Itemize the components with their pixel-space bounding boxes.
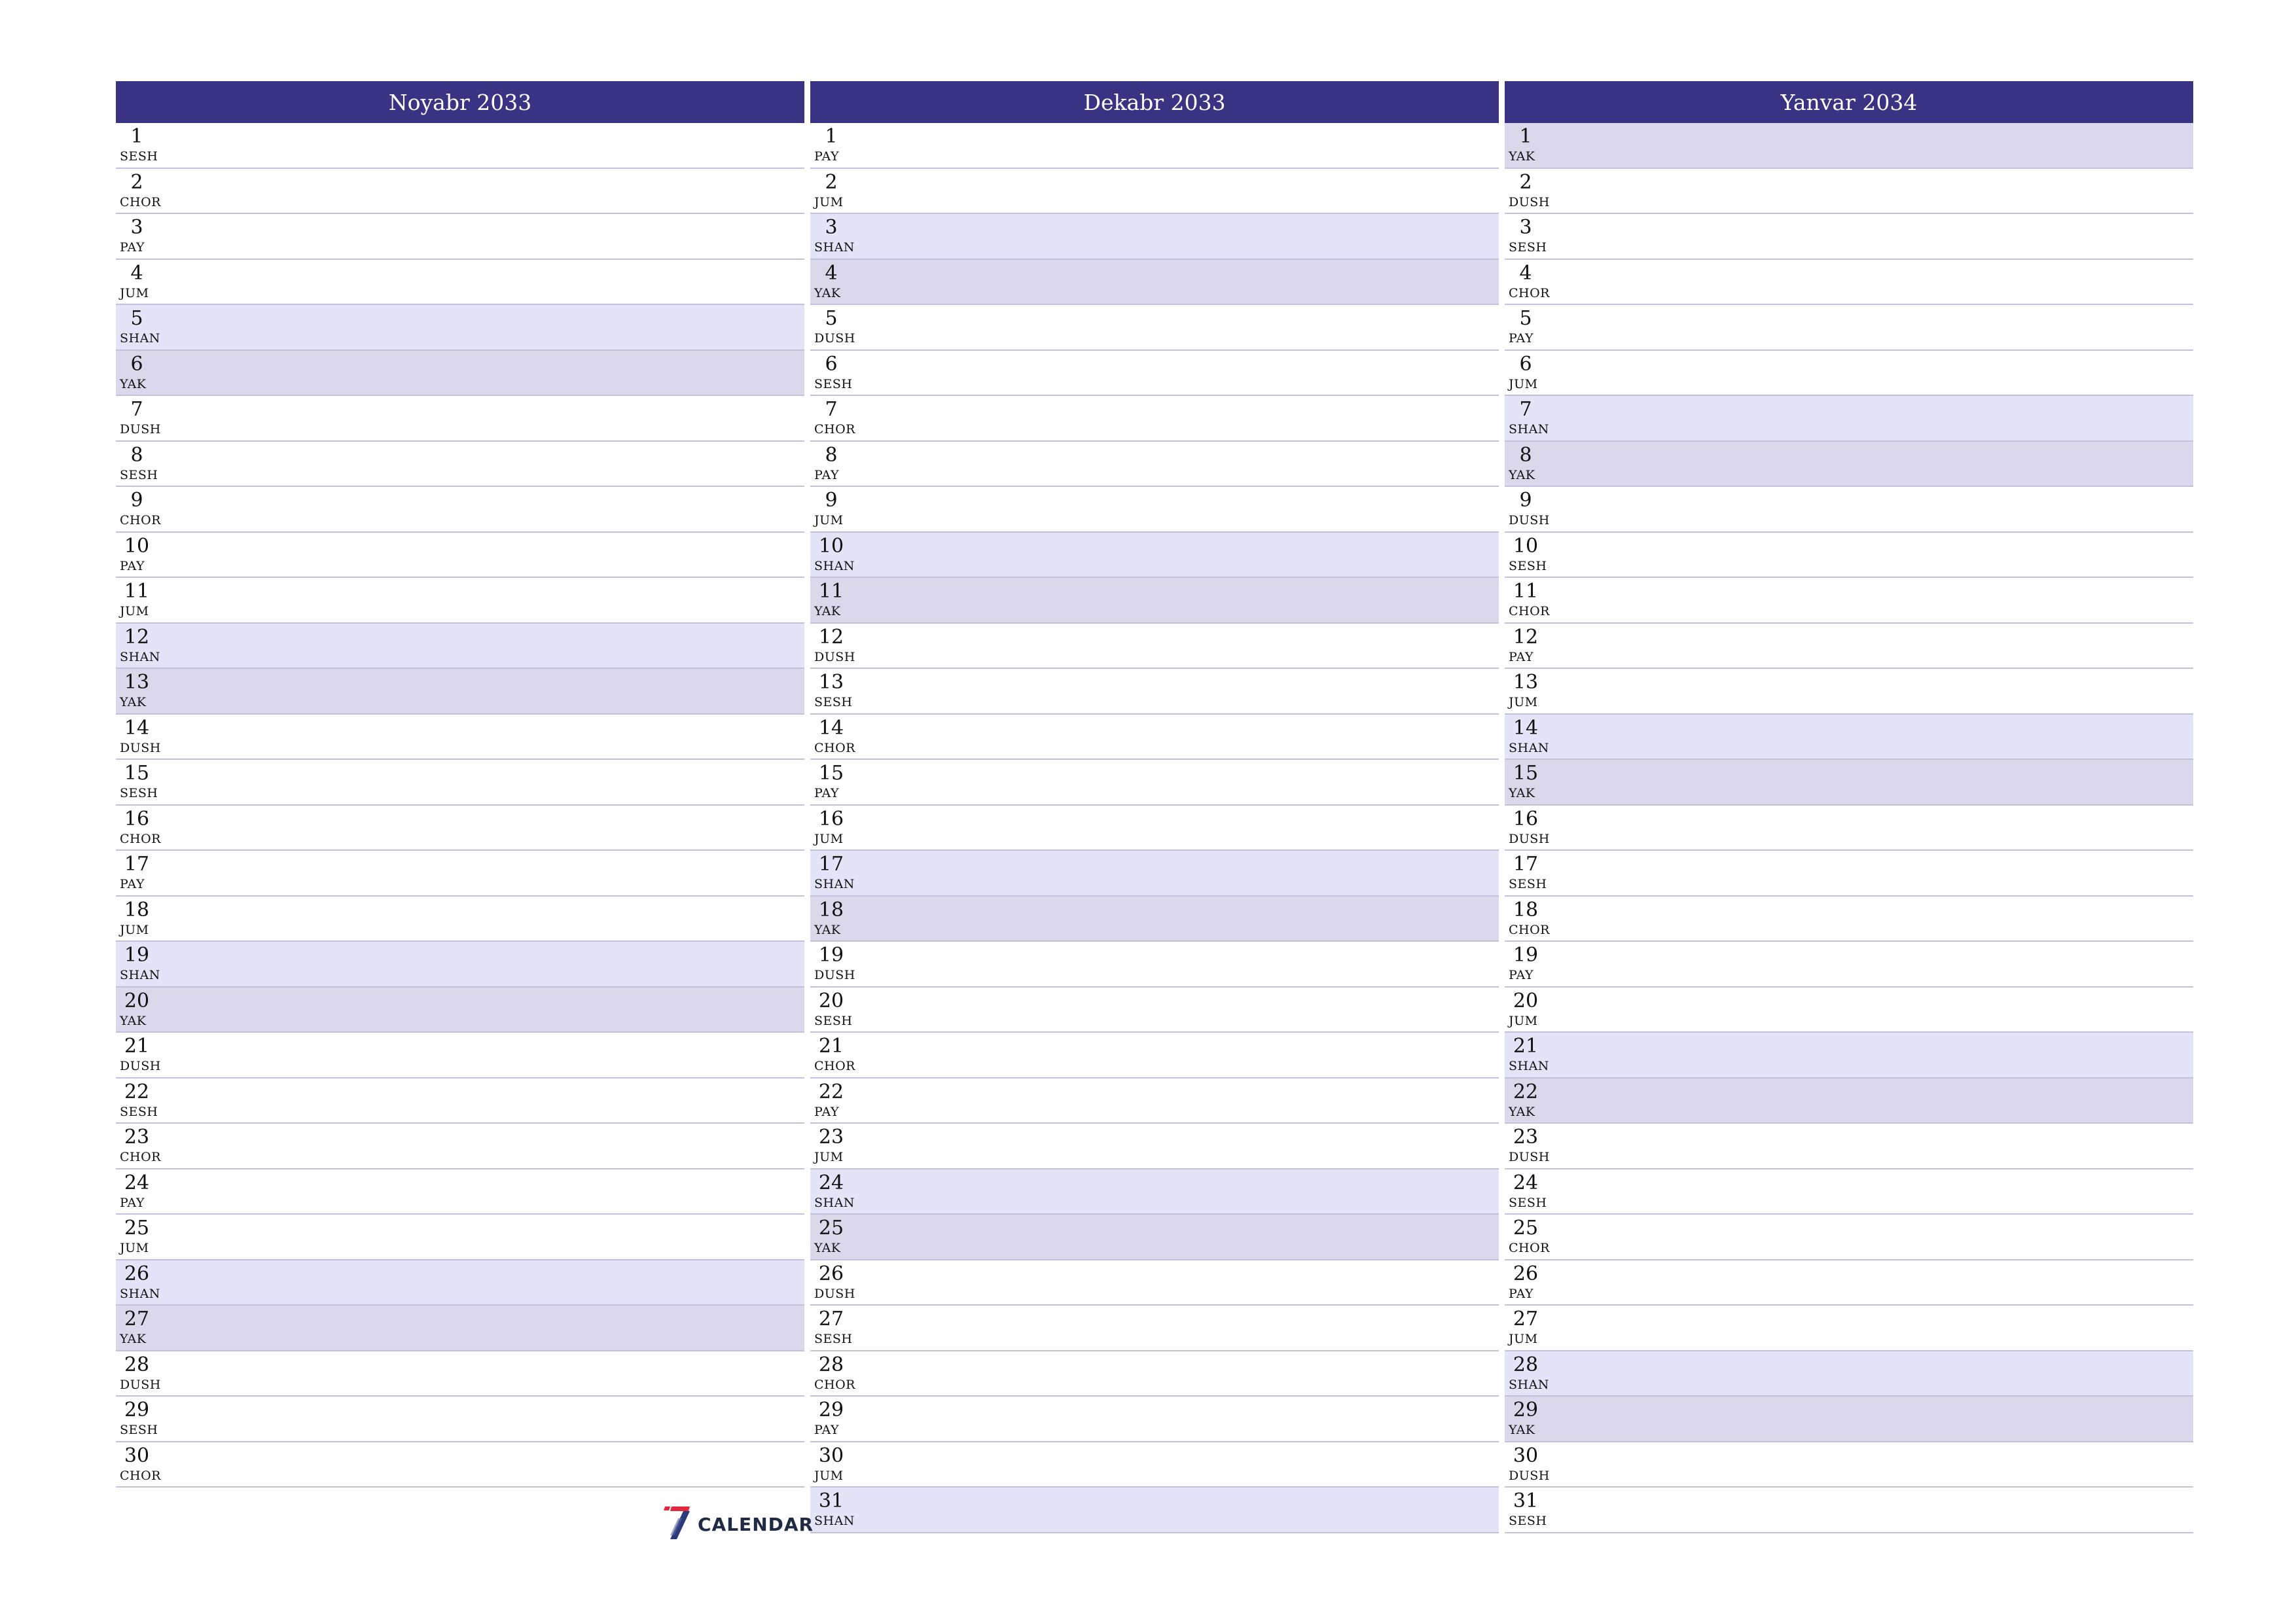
day-row: [116, 396, 804, 442]
day-number: 31: [818, 1489, 844, 1512]
day-row: [1505, 1351, 2193, 1397]
weekday-label: SHAN: [1509, 740, 1549, 755]
day-row: [1505, 123, 2193, 169]
day-row: [116, 988, 804, 1033]
day-number: 1: [1519, 125, 1532, 148]
weekday-label: YAK: [120, 1332, 147, 1346]
weekday-label: YAK: [1509, 467, 1535, 482]
day-row: [810, 760, 1499, 806]
day-row: [116, 1260, 804, 1306]
day-row: [1505, 1260, 2193, 1306]
day-list: [810, 123, 1499, 1533]
weekday-label: SESH: [1509, 1514, 1547, 1528]
day-number: 14: [124, 716, 150, 740]
day-number: 26: [1513, 1262, 1539, 1285]
day-row: [810, 1442, 1499, 1488]
weekday-label: DUSH: [120, 1377, 161, 1392]
day-number: 26: [124, 1262, 150, 1285]
day-row: [1505, 396, 2193, 442]
month-header: Yanvar 2034: [1505, 81, 2193, 123]
day-row: [810, 305, 1499, 351]
day-number: 23: [818, 1126, 844, 1149]
day-number: 8: [130, 443, 143, 467]
day-number: 18: [124, 898, 150, 921]
weekday-label: CHOR: [120, 513, 161, 527]
day-row: [1505, 305, 2193, 351]
day-row: [810, 1351, 1499, 1397]
month-column-january: [1505, 81, 2193, 1533]
weekday-label: SESH: [120, 149, 158, 164]
day-row: [116, 214, 804, 260]
day-row: [116, 1169, 804, 1215]
day-number: 21: [1513, 1035, 1539, 1058]
weekday-label: SHAN: [814, 877, 855, 891]
day-number: 16: [124, 807, 150, 830]
weekday-label: PAY: [120, 240, 145, 255]
day-row: [116, 578, 804, 624]
weekday-label: JUM: [814, 513, 844, 527]
day-row: [810, 1215, 1499, 1260]
weekday-label: SESH: [1509, 1195, 1547, 1210]
month-column-november: [116, 81, 804, 1488]
day-row: [810, 396, 1499, 442]
day-row: [116, 760, 804, 806]
day-number: 24: [1513, 1171, 1539, 1194]
day-number: 31: [1513, 1489, 1539, 1512]
day-row: [1505, 760, 2193, 806]
day-number: 10: [124, 534, 150, 558]
weekday-label: JUM: [120, 604, 149, 618]
day-number: 5: [130, 307, 143, 330]
day-row: [810, 214, 1499, 260]
weekday-label: DUSH: [814, 649, 855, 664]
weekday-label: DUSH: [1509, 1150, 1550, 1164]
day-number: 11: [1513, 580, 1539, 603]
day-number: 22: [124, 1080, 150, 1103]
weekday-label: PAY: [1509, 968, 1534, 982]
weekday-label: YAK: [120, 695, 147, 709]
weekday-label: SHAN: [1509, 422, 1549, 437]
day-number: 30: [124, 1444, 150, 1467]
day-number: 8: [825, 443, 838, 467]
weekday-label: DUSH: [814, 1286, 855, 1301]
weekday-label: CHOR: [1509, 922, 1550, 937]
day-row: [810, 1260, 1499, 1306]
day-row: [810, 851, 1499, 897]
weekday-label: JUM: [814, 194, 844, 209]
weekday-label: JUM: [120, 922, 149, 937]
day-number: 27: [818, 1308, 844, 1330]
weekday-label: SHAN: [814, 1514, 855, 1528]
weekday-label: CHOR: [120, 194, 161, 209]
weekday-label: SHAN: [1509, 1059, 1549, 1073]
day-row: [116, 1033, 804, 1079]
day-number: 16: [1513, 807, 1539, 830]
day-row: [810, 806, 1499, 851]
day-number: 17: [124, 853, 150, 876]
weekday-label: JUM: [120, 1241, 149, 1255]
day-row: [1505, 1488, 2193, 1533]
day-row: [116, 1397, 804, 1442]
day-row: [1505, 851, 2193, 897]
day-row: [116, 1215, 804, 1260]
weekday-label: YAK: [120, 376, 147, 391]
day-number: 19: [124, 944, 150, 967]
day-row: [116, 169, 804, 215]
day-row: [116, 851, 804, 897]
day-number: 19: [1513, 944, 1539, 967]
day-row: [1505, 1079, 2193, 1124]
day-row: [116, 624, 804, 669]
day-number: 13: [124, 671, 150, 694]
day-number: 17: [818, 853, 844, 876]
day-number: 28: [1513, 1353, 1539, 1376]
day-row: [1505, 806, 2193, 851]
day-row: [810, 533, 1499, 579]
day-row: [1505, 533, 2193, 579]
day-number: 10: [1513, 534, 1539, 558]
day-number: 12: [124, 625, 150, 649]
day-row: [810, 942, 1499, 988]
day-row: [810, 897, 1499, 942]
weekday-label: PAY: [1509, 1286, 1534, 1301]
day-number: 1: [825, 125, 838, 148]
month-header: Noyabr 2033: [116, 81, 804, 123]
day-row: [116, 715, 804, 760]
logo-text: CALENDAR: [698, 1513, 814, 1535]
day-number: 24: [818, 1171, 844, 1194]
month-column-december: [810, 81, 1499, 1533]
brand-logo: [662, 1505, 814, 1543]
day-number: 3: [130, 216, 143, 239]
day-row: [1505, 487, 2193, 533]
day-row: [1505, 1397, 2193, 1442]
weekday-label: CHOR: [1509, 1241, 1550, 1255]
weekday-label: CHOR: [120, 831, 161, 846]
day-number: 22: [818, 1080, 844, 1103]
weekday-label: PAY: [814, 1423, 840, 1437]
day-row: [810, 1124, 1499, 1169]
weekday-label: DUSH: [1509, 831, 1550, 846]
day-number: 23: [1513, 1126, 1539, 1149]
day-number: 25: [818, 1217, 844, 1240]
day-number: 20: [818, 989, 844, 1012]
weekday-label: DUSH: [1509, 194, 1550, 209]
day-number: 28: [818, 1353, 844, 1376]
day-number: 6: [130, 352, 143, 376]
day-number: 2: [1519, 170, 1532, 194]
weekday-label: SESH: [1509, 240, 1547, 255]
weekday-label: CHOR: [120, 1468, 161, 1483]
day-row: [116, 1124, 804, 1169]
weekday-label: JUM: [1509, 376, 1538, 391]
day-number: 13: [818, 671, 844, 694]
weekday-label: PAY: [814, 1104, 840, 1119]
weekday-label: SESH: [814, 376, 853, 391]
weekday-label: DUSH: [120, 1059, 161, 1073]
day-number: 29: [818, 1399, 844, 1421]
day-row: [810, 1397, 1499, 1442]
weekday-label: PAY: [814, 467, 840, 482]
weekday-label: PAY: [120, 558, 145, 573]
day-number: 2: [130, 170, 143, 194]
day-row: [810, 1033, 1499, 1079]
day-row: [810, 260, 1499, 306]
day-row: [1505, 442, 2193, 488]
month-header: Dekabr 2033: [810, 81, 1499, 123]
day-number: 11: [818, 580, 844, 603]
day-number: 21: [124, 1035, 150, 1058]
day-row: [116, 942, 804, 988]
day-number: 12: [818, 625, 844, 649]
weekday-label: PAY: [120, 1195, 145, 1210]
day-number: 7: [130, 398, 143, 421]
day-row: [1505, 1169, 2193, 1215]
day-row: [810, 487, 1499, 533]
day-row: [810, 715, 1499, 760]
day-number: 13: [1513, 671, 1539, 694]
day-row: [1505, 1124, 2193, 1169]
day-number: 12: [1513, 625, 1539, 649]
day-row: [810, 1488, 1499, 1533]
day-number: 26: [818, 1262, 844, 1285]
weekday-label: CHOR: [1509, 285, 1550, 300]
weekday-label: DUSH: [120, 740, 161, 755]
day-number: 6: [1519, 352, 1532, 376]
weekday-label: CHOR: [120, 1150, 161, 1164]
day-row: [810, 169, 1499, 215]
weekday-label: DUSH: [814, 331, 855, 346]
day-row: [810, 578, 1499, 624]
day-row: [810, 624, 1499, 669]
weekday-label: PAY: [1509, 649, 1534, 664]
day-row: [1505, 578, 2193, 624]
day-number: 9: [825, 489, 838, 512]
day-row: [116, 260, 804, 306]
weekday-label: CHOR: [814, 422, 855, 437]
weekday-label: SHAN: [120, 968, 160, 982]
day-number: 2: [825, 170, 838, 194]
weekday-label: SHAN: [120, 331, 160, 346]
weekday-label: YAK: [814, 922, 841, 937]
day-number: 9: [130, 489, 143, 512]
day-list: [1505, 123, 2193, 1533]
weekday-label: JUM: [814, 831, 844, 846]
day-row: [116, 897, 804, 942]
day-row: [1505, 1033, 2193, 1079]
weekday-label: YAK: [1509, 1104, 1535, 1119]
weekday-label: CHOR: [1509, 604, 1550, 618]
day-row: [1505, 351, 2193, 397]
day-row: [1505, 260, 2193, 306]
day-number: 10: [818, 534, 844, 558]
day-number: 19: [818, 944, 844, 967]
day-row: [1505, 715, 2193, 760]
weekday-label: SESH: [814, 1332, 853, 1346]
weekday-label: PAY: [120, 877, 145, 891]
day-number: 15: [818, 762, 844, 785]
weekday-label: SESH: [814, 1013, 853, 1028]
weekday-label: YAK: [1509, 1423, 1535, 1437]
day-row: [810, 1169, 1499, 1215]
day-row: [810, 669, 1499, 715]
day-number: 4: [1519, 261, 1532, 285]
day-number: 16: [818, 807, 844, 830]
weekday-label: SHAN: [120, 1286, 160, 1301]
day-number: 20: [1513, 989, 1539, 1012]
day-row: [116, 442, 804, 488]
day-row: [116, 487, 804, 533]
day-row: [116, 1442, 804, 1488]
weekday-label: SESH: [1509, 558, 1547, 573]
day-row: [116, 305, 804, 351]
day-number: 17: [1513, 853, 1539, 876]
day-row: [810, 988, 1499, 1033]
day-row: [1505, 897, 2193, 942]
day-number: 14: [1513, 716, 1539, 740]
weekday-label: JUM: [1509, 1332, 1538, 1346]
day-row: [116, 351, 804, 397]
weekday-label: YAK: [1509, 786, 1535, 800]
day-number: 7: [825, 398, 838, 421]
day-number: 22: [1513, 1080, 1539, 1103]
day-number: 14: [818, 716, 844, 740]
weekday-label: SESH: [814, 695, 853, 709]
day-number: 30: [1513, 1444, 1539, 1467]
day-number: 5: [1519, 307, 1532, 330]
day-row: [1505, 1215, 2193, 1260]
weekday-label: CHOR: [814, 740, 855, 755]
day-row: [116, 123, 804, 169]
day-number: 23: [124, 1126, 150, 1149]
weekday-label: YAK: [120, 1013, 147, 1028]
weekday-label: PAY: [1509, 331, 1534, 346]
weekday-label: DUSH: [1509, 513, 1550, 527]
day-number: 5: [825, 307, 838, 330]
day-number: 29: [124, 1399, 150, 1421]
weekday-label: SHAN: [814, 1195, 855, 1210]
weekday-label: JUM: [1509, 1013, 1538, 1028]
weekday-label: DUSH: [1509, 1468, 1550, 1483]
weekday-label: YAK: [814, 1241, 841, 1255]
day-number: 18: [1513, 898, 1539, 921]
weekday-label: JUM: [814, 1150, 844, 1164]
weekday-label: SESH: [120, 1423, 158, 1437]
day-row: [1505, 624, 2193, 669]
weekday-label: SHAN: [814, 240, 855, 255]
day-row: [810, 1079, 1499, 1124]
day-row: [810, 442, 1499, 488]
seven-logo-icon: [662, 1505, 691, 1543]
day-number: 11: [124, 580, 150, 603]
day-number: 4: [825, 261, 838, 285]
weekday-label: SHAN: [1509, 1377, 1549, 1392]
day-row: [116, 806, 804, 851]
weekday-label: YAK: [1509, 149, 1535, 164]
weekday-label: JUM: [1509, 695, 1538, 709]
weekday-label: SESH: [120, 1104, 158, 1119]
weekday-label: SESH: [120, 467, 158, 482]
weekday-label: DUSH: [120, 422, 161, 437]
weekday-label: JUM: [120, 285, 149, 300]
weekday-label: CHOR: [814, 1377, 855, 1392]
day-row: [1505, 214, 2193, 260]
day-row: [116, 1079, 804, 1124]
day-number: 28: [124, 1353, 150, 1376]
day-row: [810, 351, 1499, 397]
day-number: 15: [1513, 762, 1539, 785]
weekday-label: DUSH: [814, 968, 855, 982]
weekday-label: JUM: [814, 1468, 844, 1483]
day-number: 27: [1513, 1308, 1539, 1330]
day-number: 24: [124, 1171, 150, 1194]
day-number: 4: [130, 261, 143, 285]
day-number: 27: [124, 1308, 150, 1330]
day-row: [116, 1351, 804, 1397]
day-number: 25: [1513, 1217, 1539, 1240]
day-number: 3: [1519, 216, 1532, 239]
day-number: 9: [1519, 489, 1532, 512]
day-row: [1505, 1442, 2193, 1488]
weekday-label: PAY: [814, 786, 840, 800]
day-row: [116, 533, 804, 579]
day-number: 15: [124, 762, 150, 785]
day-row: [1505, 169, 2193, 215]
day-number: 6: [825, 352, 838, 376]
weekday-label: SESH: [120, 786, 158, 800]
day-number: 8: [1519, 443, 1532, 467]
day-row: [1505, 988, 2193, 1033]
day-number: 3: [825, 216, 838, 239]
day-row: [116, 669, 804, 715]
day-number: 29: [1513, 1399, 1539, 1421]
weekday-label: PAY: [814, 149, 840, 164]
weekday-label: CHOR: [814, 1059, 855, 1073]
day-number: 18: [818, 898, 844, 921]
weekday-label: YAK: [814, 604, 841, 618]
day-row: [116, 1306, 804, 1351]
day-number: 30: [818, 1444, 844, 1467]
day-row: [1505, 942, 2193, 988]
day-number: 21: [818, 1035, 844, 1058]
weekday-label: SHAN: [120, 649, 160, 664]
weekday-label: SESH: [1509, 877, 1547, 891]
day-number: 7: [1519, 398, 1532, 421]
day-number: 20: [124, 989, 150, 1012]
day-row: [810, 1306, 1499, 1351]
day-row: [1505, 1306, 2193, 1351]
day-row: [1505, 669, 2193, 715]
day-number: 25: [124, 1217, 150, 1240]
day-number: 1: [130, 125, 143, 148]
weekday-label: SHAN: [814, 558, 855, 573]
weekday-label: YAK: [814, 285, 841, 300]
day-list: [116, 123, 804, 1488]
day-row: [810, 123, 1499, 169]
